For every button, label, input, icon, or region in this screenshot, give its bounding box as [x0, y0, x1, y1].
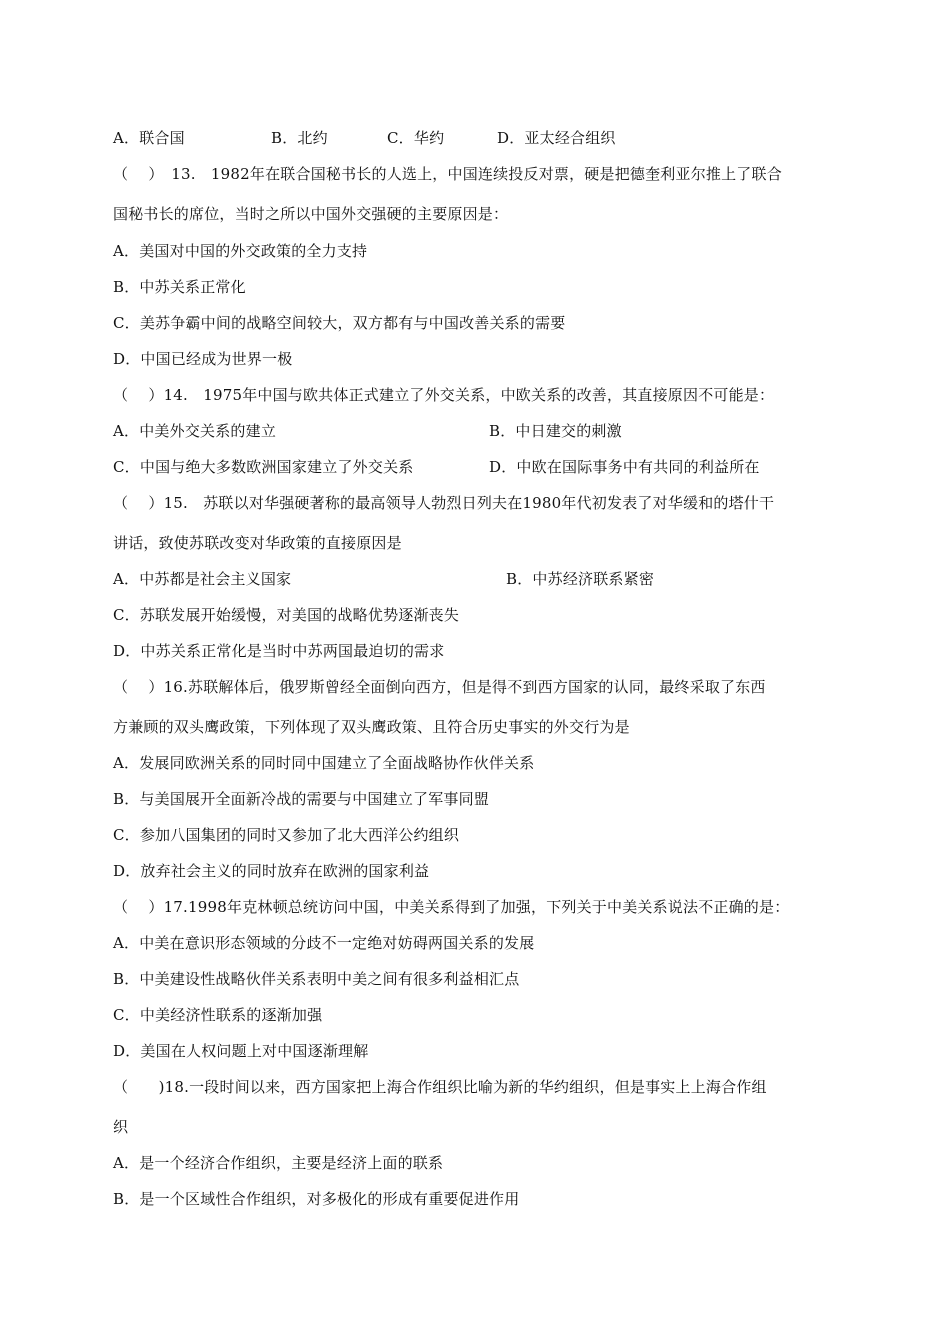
q14-option-b: B．中日建交的刺激	[489, 422, 622, 440]
q15-stem-line2: 讲话，致使苏联改变对华政策的直接原因是	[113, 534, 402, 552]
q15-option-a: A．中苏都是社会主义国家	[113, 570, 292, 588]
q12-option-d: D．亚太经合组织	[497, 129, 616, 147]
q15-option-c: C．苏联发展开始缓慢，对美国的战略优势逐渐丧失	[113, 606, 460, 624]
q18-stem-line1: （ )18.一段时间以来，西方国家把上海合作组织比喻为新的华约组织，但是事实上上海合作组	[113, 1078, 767, 1096]
q15-option-b: B．中苏经济联系紧密	[506, 570, 655, 588]
q13-option-b: B．中苏关系正常化	[113, 278, 246, 296]
q18-option-a: A．是一个经济合作组织，主要是经济上面的联系	[113, 1154, 444, 1172]
q14-option-d: D．中欧在国际事务中有共同的利益所在	[489, 458, 760, 476]
q12-option-a: A．联合国	[113, 129, 185, 147]
q16-option-c: C．参加八国集团的同时又参加了北大西洋公约组织	[113, 826, 460, 844]
q17-option-c: C．中美经济性联系的逐渐加强	[113, 1006, 323, 1024]
q14-option-c: C．中国与绝大多数欧洲国家建立了外交关系	[113, 458, 414, 476]
q17-option-d: D．美国在人权问题上对中国逐渐理解	[113, 1042, 369, 1060]
q13-stem-line1: （ ） 13. 1982年在联合国秘书长的人选上，中国连续投反对票，硬是把德奎利亚尔推上了联合	[113, 165, 782, 183]
q14-stem-line1: （ ）14. 1975年中国与欧共体正式建立了外交关系，中欧关系的改善，其直接原因不可能是：	[113, 386, 775, 404]
q18-option-b: B．是一个区域性合作组织，对多极化的形成有重要促进作用	[113, 1190, 520, 1208]
q13-stem-line2: 国秘书长的席位，当时之所以中国外交强硬的主要原因是：	[113, 205, 509, 223]
q12-option-b: B．北约	[271, 129, 328, 147]
q13-option-d: D．中国已经成为世界一极	[113, 350, 293, 368]
q16-stem-line2: 方兼顾的双头鹰政策，下列体现了双头鹰政策、且符合历史事实的外交行为是	[113, 718, 630, 736]
q12-option-c: C．华约	[387, 129, 445, 147]
q18-stem-line2: 织	[113, 1118, 129, 1136]
q15-option-d: D．中苏关系正常化是当时中苏两国最迫切的需求	[113, 642, 445, 660]
q14-option-a: A．中美外交关系的建立	[113, 422, 277, 440]
q13-option-a: A．美国对中国的外交政策的全力支持	[113, 242, 368, 260]
q17-option-b: B．中美建设性战略伙伴关系表明中美之间有很多利益相汇点	[113, 970, 520, 988]
q15-stem-line1: （ ）15. 苏联以对华强硬著称的最高领导人勃烈日列夫在1980年代初发表了对华缓和的塔什干	[113, 494, 775, 512]
q17-option-a: A．中美在意识形态领域的分歧不一定绝对妨碍两国关系的发展	[113, 934, 535, 952]
q13-option-c: C．美苏争霸中间的战略空间较大，双方都有与中国改善关系的需要	[113, 314, 566, 332]
q16-stem-line1: （ ）16.苏联解体后，俄罗斯曾经全面倒向西方，但是得不到西方国家的认同，最终采取了东西	[113, 678, 766, 696]
q16-option-b: B．与美国展开全面新冷战的需要与中国建立了军事同盟	[113, 790, 490, 808]
q17-stem-line1: （ ）17.1998年克林顿总统访问中国，中美关系得到了加强，下列关于中美关系说法不正确的是：	[113, 898, 790, 916]
q16-option-a: A．发展同欧洲关系的同时同中国建立了全面战略协作伙伴关系	[113, 754, 535, 772]
q16-option-d: D．放弃社会主义的同时放弃在欧洲的国家利益	[113, 862, 430, 880]
